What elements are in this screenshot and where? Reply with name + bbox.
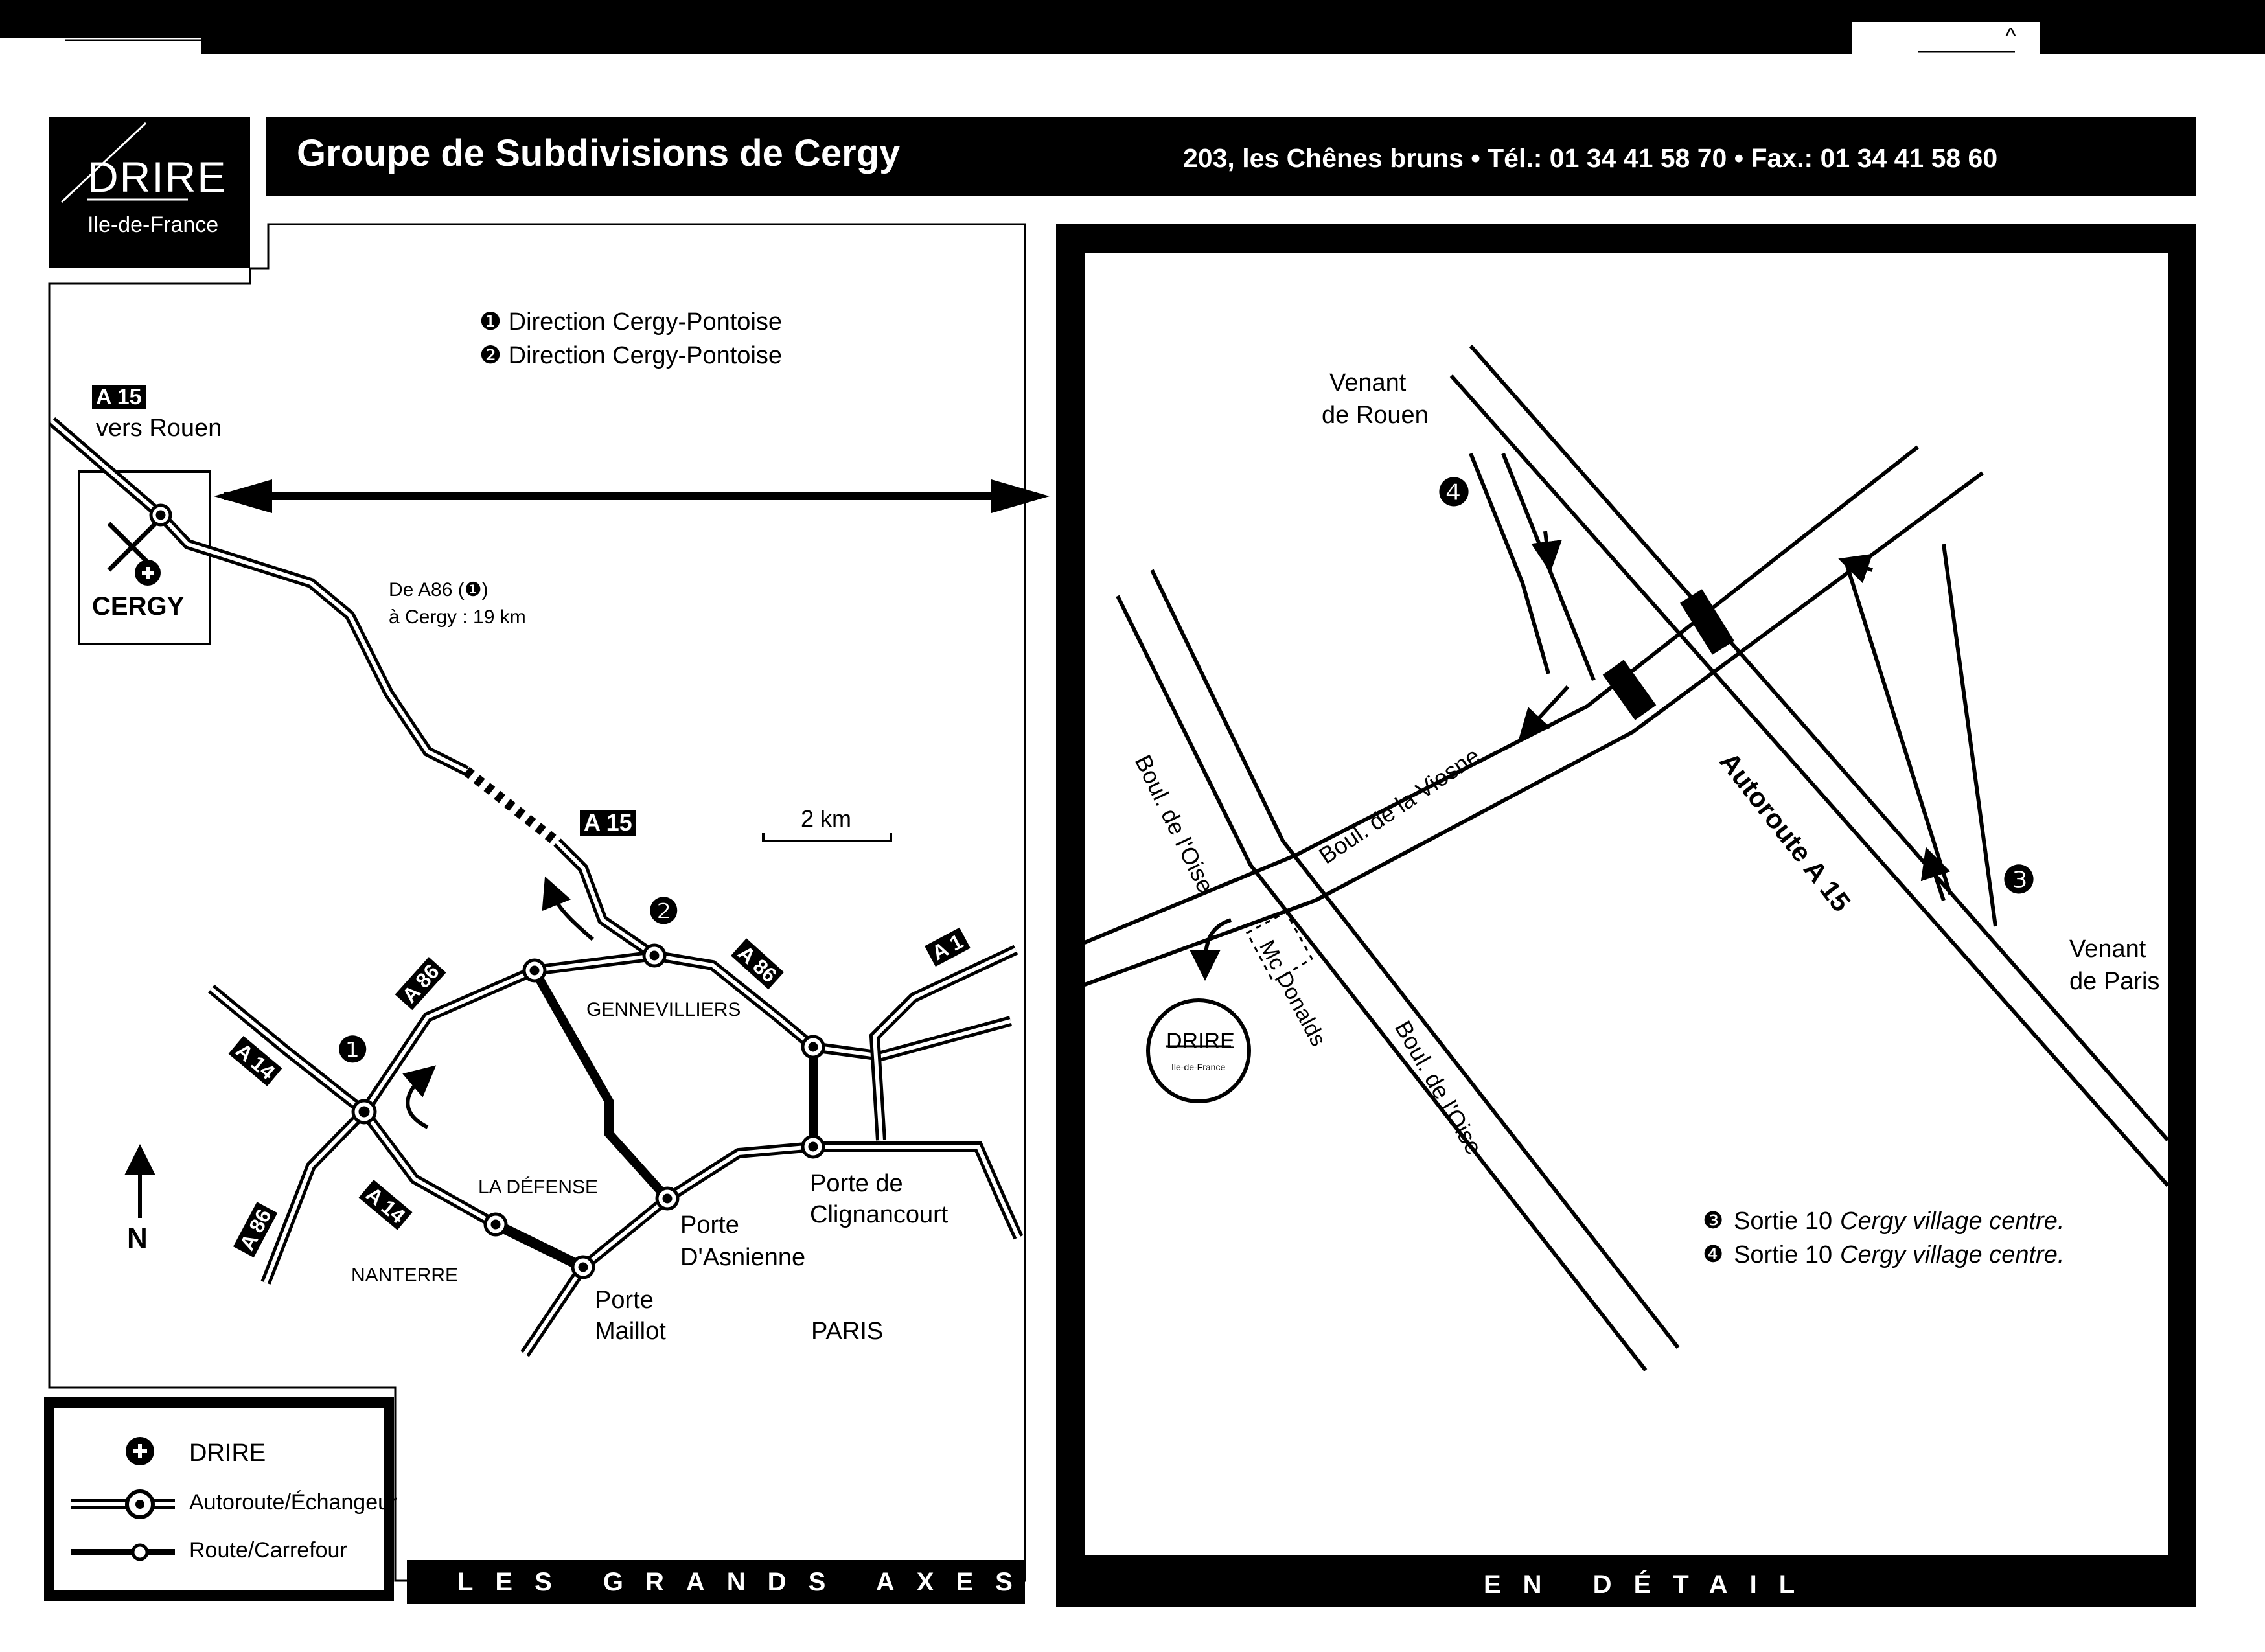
label-porte-asnienne-1: Porte (680, 1211, 739, 1239)
label-paris: PARIS (811, 1318, 884, 1345)
direction-note-1: ❶ Direction Cergy-Pontoise (479, 308, 783, 336)
legend-item-drire: DRIRE (189, 1440, 266, 1467)
exit-4-label: Sortie 10 (1734, 1241, 1833, 1268)
contact-info: 203, les Chênes bruns • Tél.: 01 34 41 58 70 • Fax.: 01 34 41 58 60 (1183, 143, 1998, 173)
shield-a86-c: A 86 (233, 1202, 278, 1257)
detail-frame-inner (1085, 253, 2168, 1555)
label-venant-rouen-2: de Rouen (1322, 402, 1429, 429)
label-porte-asnienne-2: D'Asnienne (680, 1244, 806, 1271)
distance-line-1: De A86 (❶) (389, 579, 489, 601)
drire-logo-sub: Ile-de-France (1171, 1062, 1226, 1072)
marker-3: ❸ (2002, 859, 2036, 901)
exit-3-place: Cergy village centre. (1840, 1208, 2065, 1235)
overview-caption: LES GRANDS AXES (457, 1568, 1035, 1596)
logo-region: Ile-de-France (87, 212, 219, 237)
direction-arrow-1 (408, 1075, 428, 1127)
direction-note-2: ❷ Direction Cergy-Pontoise (479, 342, 783, 369)
shield-a14-a: A 14 (229, 1036, 282, 1086)
exit-3-number: ❸ (1703, 1207, 1724, 1233)
legend-item-route: Route/Carrefour (189, 1538, 347, 1563)
distance-line-2: à Cergy : 19 km (389, 606, 526, 628)
shield-a1: A 1 (925, 928, 970, 967)
label-vers-rouen: vers Rouen (96, 415, 222, 442)
exit-4-number: ❹ (1703, 1241, 1724, 1267)
marker-2: ❷ (648, 892, 680, 931)
label-mcdonalds: Mc Donalds (1254, 936, 1331, 1051)
logo-name: DRIRE (87, 153, 227, 201)
shield-a86-a: A 86 (395, 957, 446, 1010)
label-porte-maillot-1: Porte (595, 1287, 654, 1314)
exit-4-place: Cergy village centre. (1840, 1241, 2065, 1268)
scale-bar (763, 833, 891, 841)
drire-logo-text: DRIRE (1166, 1029, 1235, 1053)
label-venant-paris-2: de Paris (2069, 968, 2160, 995)
label-gennevilliers: GENNEVILLIERS (586, 999, 741, 1020)
road-defense-maillot (496, 1224, 583, 1267)
label-porte-clignancourt-1: Porte de (810, 1170, 903, 1197)
shield-a86-b: A 86 (731, 938, 784, 989)
label-autoroute-a15: Autoroute A 15 (1714, 746, 1857, 917)
label-boul-oise-top: Boul. de l'Oise (1129, 750, 1219, 897)
label-porte-clignancourt-2: Clignancourt (810, 1201, 949, 1228)
exit-3-label: Sortie 10 (1734, 1208, 1833, 1235)
label-boul-viosne: Boul. de la Viosne (1314, 742, 1485, 869)
label-north: N (127, 1222, 148, 1254)
label-porte-maillot-2: Maillot (595, 1318, 666, 1345)
legend-item-autoroute: Autoroute/Échangeur (189, 1490, 398, 1515)
shield-a15-top: A 15 (92, 385, 146, 409)
scale-label: 2 km (801, 805, 852, 832)
detail-caption: EN DÉTAIL (1484, 1570, 1817, 1599)
label-venant-paris-1: Venant (2069, 935, 2146, 963)
label-nanterre: NANTERRE (351, 1265, 459, 1286)
highway-a15 (52, 421, 654, 956)
scan-caret: ^ (2005, 23, 2016, 49)
legend-junction-icon (133, 1545, 147, 1559)
shield-a14-b: A 14 (359, 1180, 413, 1230)
label-la-defense: LA DÉFENSE (478, 1176, 599, 1198)
label-venant-rouen-1: Venant (1329, 369, 1407, 396)
shield-a15-mid: A 15 (580, 810, 636, 836)
label-boul-oise-bottom: Boul. de l'Oise (1390, 1016, 1488, 1160)
direction-arrow-2 (551, 891, 593, 939)
marker-1: ❶ (337, 1031, 369, 1070)
marker-4: ❹ (1437, 472, 1471, 514)
page-title: Groupe de Subdivisions de Cergy (297, 132, 901, 174)
label-cergy: CERGY (92, 592, 185, 621)
scan-doc-code: GM 04 06 833-3A-C (272, 36, 435, 56)
